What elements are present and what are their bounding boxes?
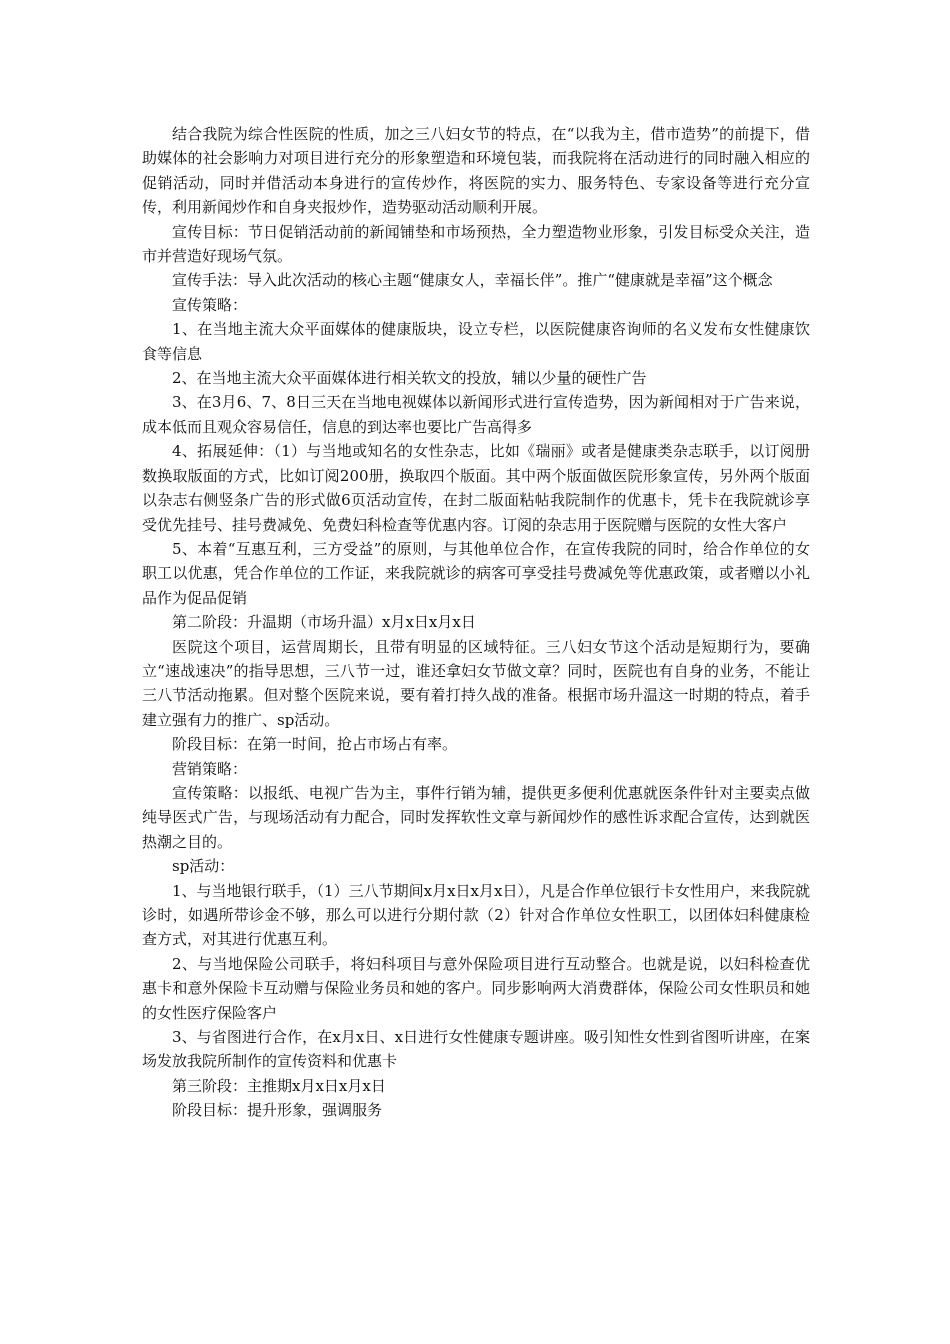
- paragraph-publicity-goal: 宣传目标：节日促销活动前的新闻铺垫和市场预热，全力塑造物业形象，引发目标受众关注，造市并营造好现场气氛。: [142, 222, 810, 266]
- paragraph-marketing-strategy-heading: 营销策略：: [172, 759, 248, 778]
- paragraph-stage-two-goal: 阶段目标：在第一时间，抢占市场占有率。: [172, 735, 458, 754]
- paragraph-stage-two-description: 医院这个项目，运营周期长，且带有明显的区域特征。三八妇女节这个活动是短期行为，要确立“速战速决”的指导思想，三八节一过，谁还拿妇女节做文章？同时，医院也有自身的业务，不能让三八节活动拖累。但对整个医院来说，要有着打持久战的准备。根据市场升温这一时期的特点，着手建立强有力的推广、sp活动。: [142, 637, 810, 729]
- paragraph-strategy-item-3: 3、在3月6、7、8日三天在当地电视媒体以新闻形式进行宣传造势，因为新闻相对于广告来说，成本低而且观众容易信任，信息的到达率也要比广告高得多: [142, 393, 810, 436]
- paragraph-publicity-method: 宣传手法：导入此次活动的核心主题“健康女人，幸福长伴”。推广“健康就是幸福”这个概念: [172, 271, 773, 290]
- paragraph-stage-three-heading: 第三阶段：主推期x月x日x月x日: [172, 1076, 386, 1095]
- paragraph-strategy-item-2: 2、在当地主流大众平面媒体进行相关软文的投放，辅以少量的硬性广告: [172, 369, 647, 388]
- paragraph-strategy-item-4: 4、拓展延伸：（1）与当地或知名的女性杂志，比如《瑞丽》或者是健康类杂志联手，以订阅册数换取版面的方式，比如订阅200册，换取四个版面。其中两个版面做医院形象宣传，另外两个版面以杂志右侧竖条广告的形式做6页活动宣传，在封二版面粘帖我院制作的优惠卡，凭卡在我院就诊享受优先挂号、挂号费减免、免费妇科检查等优惠内容。订阅的杂志用于医院赠与医院的女性大客户: [142, 442, 810, 534]
- paragraph-publicity-strategy-heading: 宣传策略：: [172, 295, 248, 314]
- paragraph-intro: 结合我院为综合性医院的性质，加之三八妇女节的特点，在“以我为主，借市造势”的前提下，借助媒体的社会影响力对项目进行充分的形象塑造和环境包装，而我院将在活动进行的同时融入相应的促销活动，同时并借活动本身进行的宣传炒作，将医院的实力、服务特色、专家设备等进行充分宣传，利用新闻炒作和自身夹报炒作，造势驱动活动顺利开展。: [142, 125, 810, 217]
- paragraph-stage-three-goal: 阶段目标：提升形象，强调服务: [172, 1101, 383, 1120]
- paragraph-strategy-item-5: 5、本着“互惠互利，三方受益”的原则，与其他单位合作，在宣传我院的同时，给合作单位的女职工以优惠，凭合作单位的工作证，来我院就诊的病客可享受挂号费减免等优惠政策，或者赠以小礼品作为促品促销: [142, 539, 810, 607]
- paragraph-strategy-item-1: 1、在当地主流大众平面媒体的健康版块，设立专栏，以医院健康咨询师的名义发布女性健康饮食等信息: [142, 320, 810, 363]
- document-page: [142, 122, 810, 1123]
- paragraph-sp-item-3: 3、与省图进行合作，在x月x日、x日进行女性健康专题讲座。吸引知性女性到省图听讲座，在案场发放我院所制作的宣传资料和优惠卡: [142, 1028, 810, 1071]
- paragraph-sp-item-1: 1、与当地银行联手，（1）三八节期间x月x日x月x日），凡是合作单位银行卡女性用户，来我院就诊时，如遇所带诊金不够，那么可以进行分期付款（2）针对合作单位女性职工，以团体妇科健康检查方式，对其进行优惠互利。: [142, 881, 810, 949]
- paragraph-marketing-publicity-strategy: 宣传策略：以报纸、电视广告为主，事件行销为辅，提供更多便利优惠就医条件针对主要卖点做纯导医式广告，与现场活动有力配合，同时发挥软性文章与新闻炒作的感性诉求配合宣传，达到就医热潮之目的。: [142, 783, 810, 851]
- paragraph-stage-two-heading: 第二阶段：升温期（市场升温）x月x日x月x日: [172, 613, 476, 632]
- paragraph-sp-activity-heading: sp活动：: [172, 857, 235, 876]
- paragraph-sp-item-2: 2、与当地保险公司联手，将妇科项目与意外保险项目进行互动整合。也就是说，以妇科检查优惠卡和意外保险卡互动赠与保险业务员和她的客户。同步影响两大消费群体，保险公司女性职员和她的女性医疗保险客户: [142, 954, 810, 1022]
